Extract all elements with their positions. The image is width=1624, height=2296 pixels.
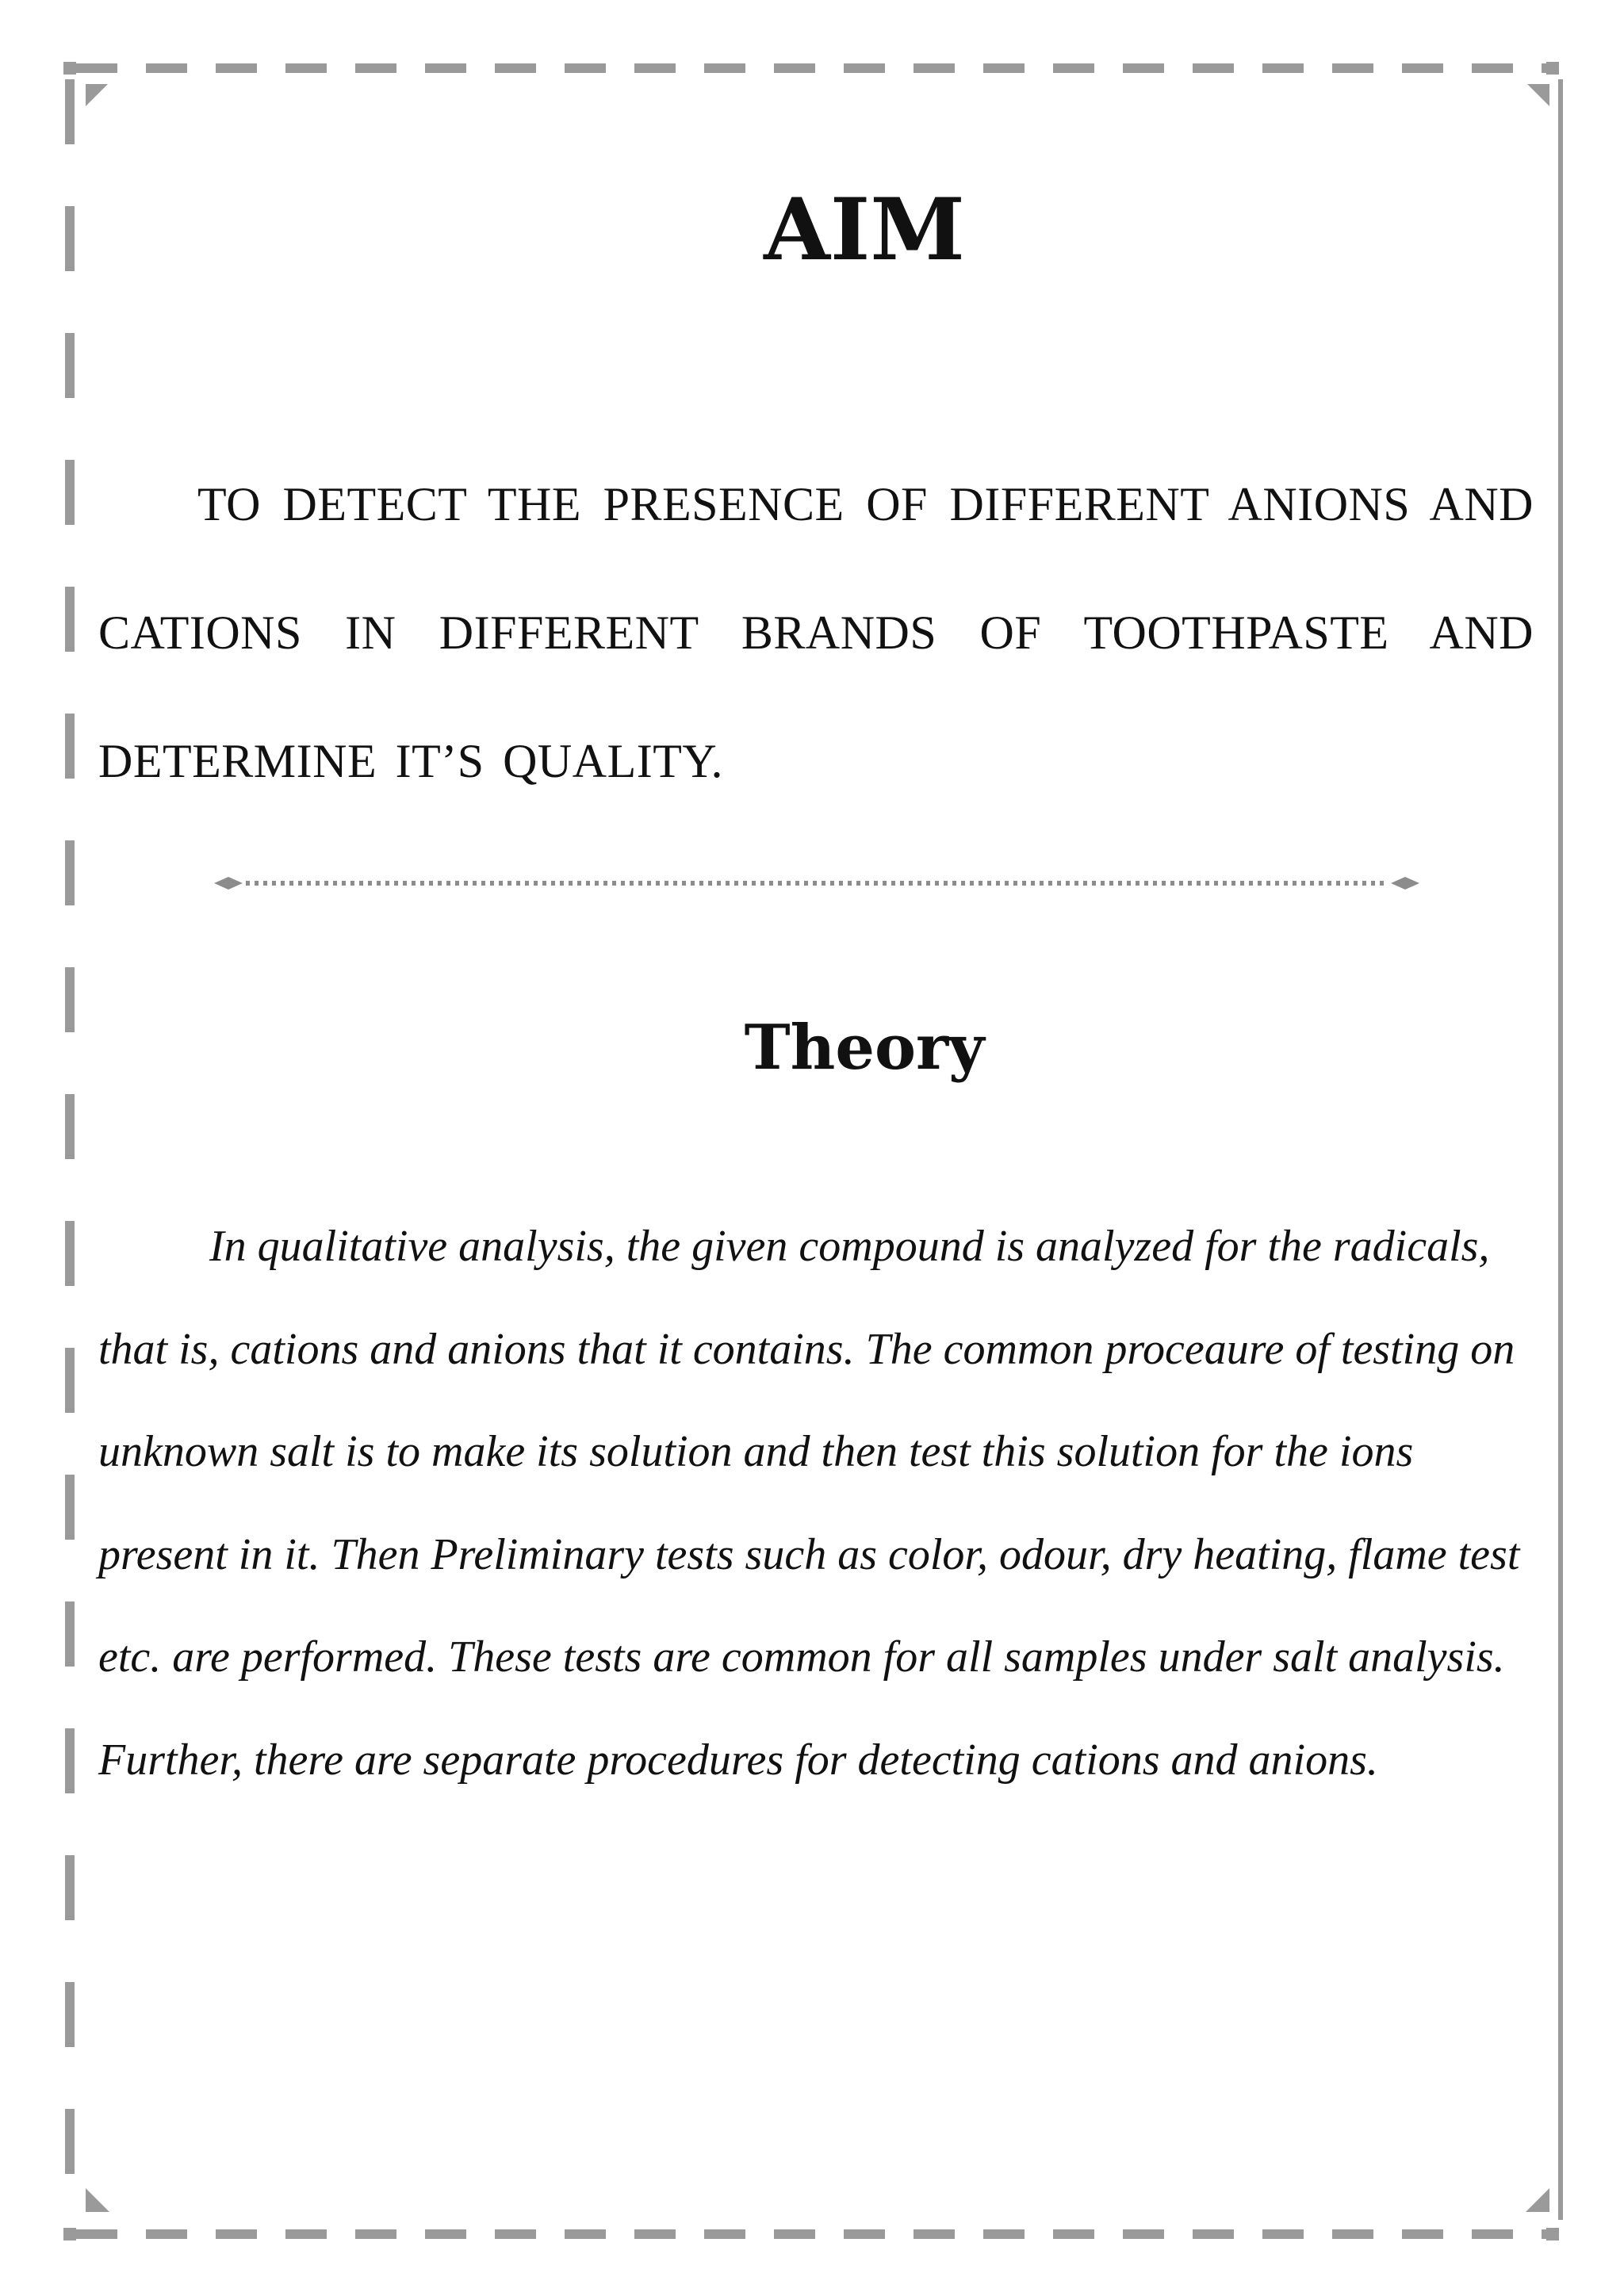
section-divider xyxy=(214,869,1419,897)
aim-statement: TO DETECT THE PRESENCE OF DIFFERENT ANIONS AND CATIONS IN DIFFERENT BRANDS OF TOOTHPASTE AND DETERMINE IT’S QUALITY. xyxy=(98,478,1534,787)
theory-paragraph: In qualitative analysis, the given compound is analyzed for the radicals, that is, cations and anions that it contains. The common proceaure of testing on unknown salt is to make its solution and then test this solution for the ions present in it. Then Preliminary tests such as color, odour, dry heating, flame test etc. are performed. These tests are common for all samples under salt analysis. Further, there are separate procedures for detecting cations and anions. xyxy=(98,1222,1520,1785)
theory-heading: Theory xyxy=(744,1012,985,1084)
aim-heading: AIM xyxy=(764,180,965,280)
